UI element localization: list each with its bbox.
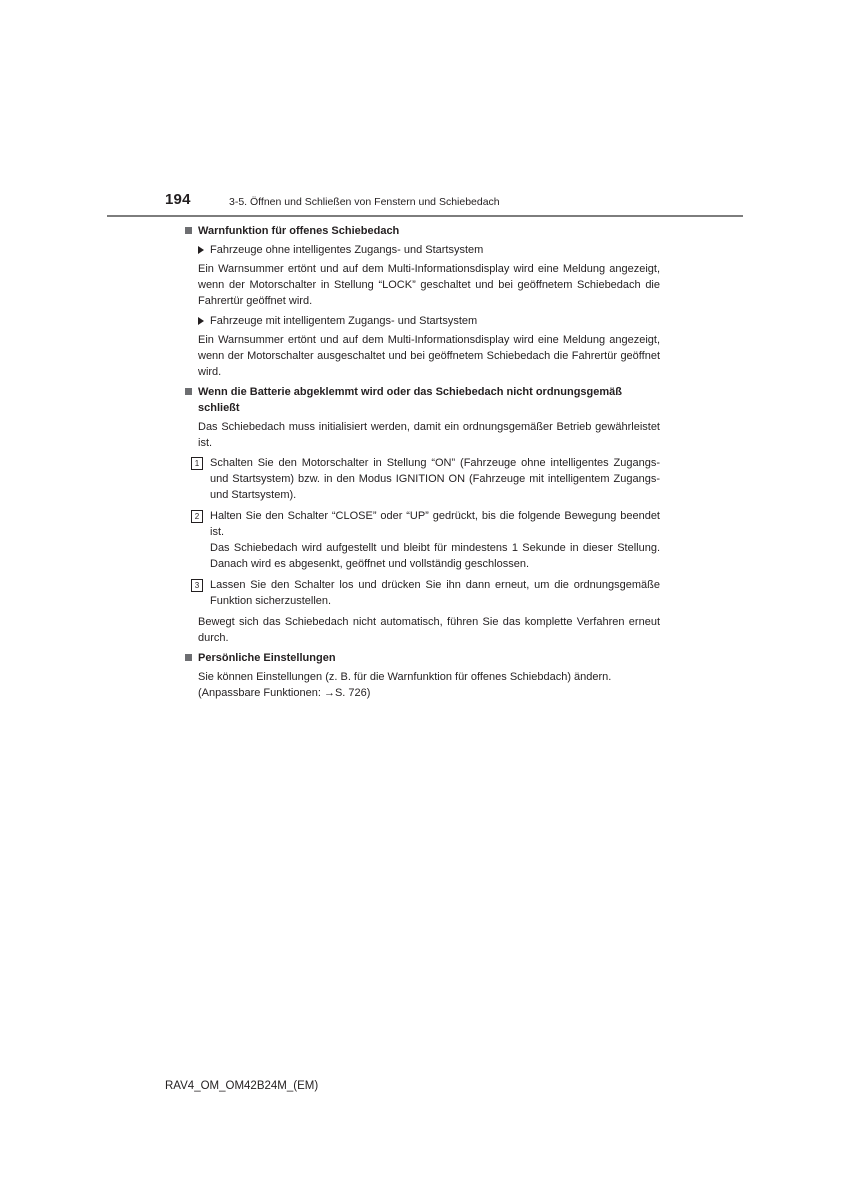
section-heading (185, 223, 660, 239)
square-bullet-icon (185, 227, 192, 234)
step-number-box: 3 (191, 579, 203, 592)
square-bullet-icon (185, 654, 192, 661)
section-heading-text: Wenn die Batterie abgeklemmt wird oder das Schiebedach nicht ordnungsgemäß schließt (198, 386, 622, 414)
section-battery-disconnected (185, 384, 660, 646)
vehicle-variant-text: Fahrzeuge ohne intelligentes Zugangs- und Startsystem (210, 244, 484, 256)
vehicle-variant-label (185, 242, 660, 258)
paragraph: Ein Warnsummer ertönt und auf dem Multi-Informationsdisplay wird eine Meldung angezeigt, wenn der Motorschalter ausgeschaltet und bei geöffnetem Schiebedach die Fahrertür geöffnet wird. (198, 334, 660, 378)
step-text-continued: Das Schiebedach wird aufgestellt und bleibt für mindestens 1 Sekunde in dieser Stellung. Danach wird es abgesenkt, geöffnet und vollständig geschlossen. (210, 542, 660, 570)
step-text: Lassen Sie den Schalter los und drücken Sie ihn dann erneut, um die ordnungsgemäße Funktion sicherzustellen. (210, 579, 660, 607)
triangle-bullet-icon (198, 317, 204, 325)
document-code: RAV4_OM_OM42B24M_(EM) (165, 1080, 319, 1092)
paragraph: Das Schiebedach muss initialisiert werden, damit ein ordnungsgemäßer Betrieb gewährleistet ist. (198, 421, 660, 449)
step-number-box: 1 (191, 457, 203, 470)
vehicle-variant-text: Fahrzeuge mit intelligentem Zugangs- und Startsystem (210, 315, 478, 327)
section-personal-settings (185, 650, 660, 701)
section-heading-text: Persönliche Einstellungen (198, 652, 336, 664)
section-open-roof-warning (185, 223, 660, 380)
section-heading (185, 650, 660, 666)
section-heading (185, 384, 660, 416)
paragraph: Bewegt sich das Schiebedach nicht automatisch, führen Sie das komplette Verfahren erneut durch. (198, 616, 660, 644)
step-text: Schalten Sie den Motorschalter in Stellung “ON” (Fahrzeuge ohne intelligentes Zugangs- und Startsystem) bzw. in den Modus IGNITION ON (Fahrzeuge mit intelligentem Zugangs- und Startsystem). (210, 457, 660, 501)
header-divider (107, 215, 743, 217)
paragraph: Ein Warnsummer ertönt und auf dem Multi-Informationsdisplay wird eine Meldung angezeigt, wenn der Motorschalter in Stellung “LOCK” geschaltet und bei geöffnetem Schiebedach die Fahrertür geöffnet wird. (198, 263, 660, 307)
chapter-title: 3-5. Öffnen und Schließen von Fenstern und Schiebedach (229, 196, 500, 208)
vehicle-variant-label (185, 313, 660, 329)
paragraph: Sie können Einstellungen (z. B. für die Warnfunktion für offenes Schiebdach) ändern. (Anpassbare Funktionen: →S. 726) (198, 671, 612, 699)
triangle-bullet-icon (198, 246, 204, 254)
square-bullet-icon (185, 388, 192, 395)
step-text: Halten Sie den Schalter “CLOSE” oder “UP” gedrückt, bis die folgende Bewegung beendet ist. (210, 510, 660, 538)
page-content (185, 223, 660, 705)
section-heading-text: Warnfunktion für offenes Schiebedach (198, 225, 400, 237)
step-number-box: 2 (191, 510, 203, 523)
page-number: 194 (165, 191, 191, 208)
step-3 (185, 577, 660, 609)
step-2 (185, 508, 660, 572)
step-1 (185, 455, 660, 503)
